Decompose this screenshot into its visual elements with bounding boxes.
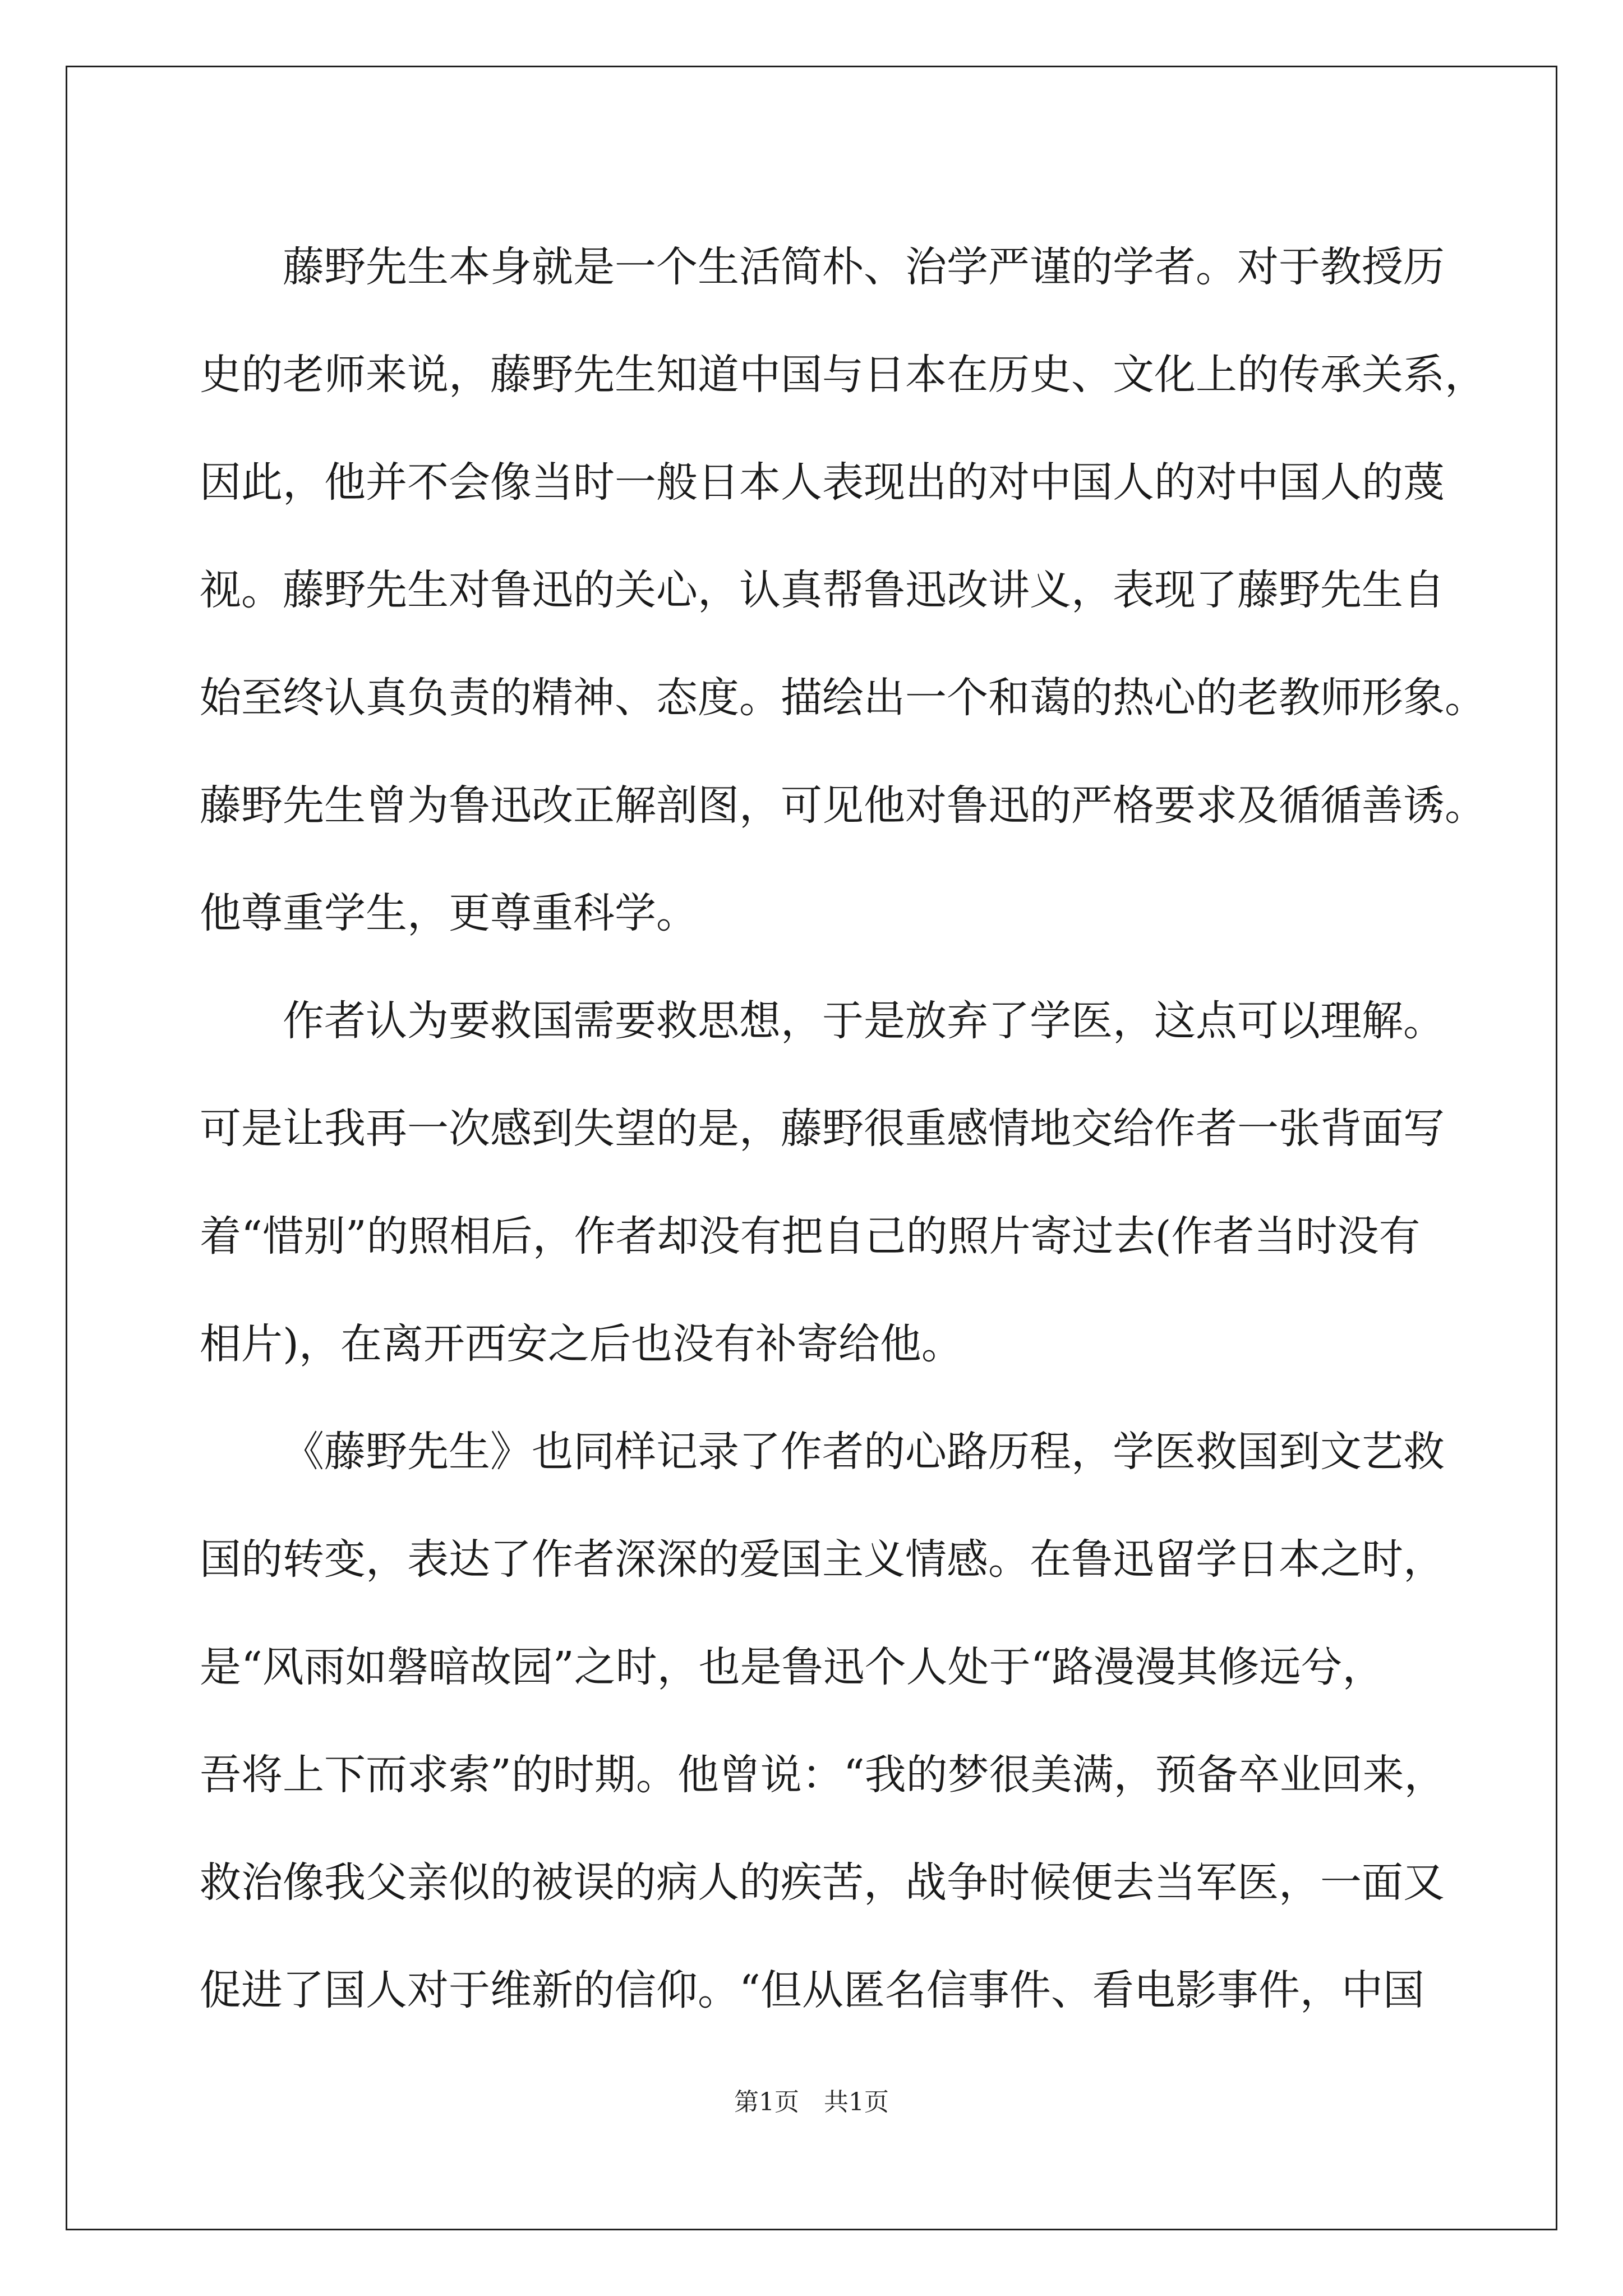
page-footer	[0, 2086, 1623, 2119]
text-line: 相片)，在离开西安之后也没有补寄给他。	[200, 1320, 963, 1368]
text-line: 始至终认真负责的精神、态度。描绘出一个和蔼的热心的老教师形象。	[200, 674, 1486, 722]
text-line: 是“风雨如磐暗故园”之时，也是鲁迅个人处于“路漫漫其修远兮，	[200, 1643, 1384, 1691]
text-line: 国的转变，表达了作者深深的爱国主义情感。在鲁迅留学日本之时，	[200, 1535, 1445, 1584]
text-line: 救治像我父亲似的被误的病人的疾苦，战争时候便去当军医，一面又	[200, 1858, 1445, 1907]
text-line: 作者认为要救国需要救思想，于是放弃了学医，这点可以理解。	[283, 997, 1445, 1045]
text-line: 视。藤野先生对鲁迅的关心，认真帮鲁迅改讲义，表现了藤野先生自	[200, 566, 1445, 614]
document-body	[200, 213, 1486, 2044]
text-line: 《藤野先生》也同样记录了作者的心路历程，学医救国到文艺救	[283, 1428, 1445, 1476]
page-number: 第1页	[734, 2088, 799, 2116]
text-line: 着“惜别”的照相后，作者却没有把自己的照片寄过去(作者当时没有	[200, 1212, 1421, 1260]
text-line: 史的老师来说，藤野先生知道中国与日本在历史、文化上的传承关系，	[200, 351, 1486, 399]
text-line: 因此，他并不会像当时一般日本人表现出的对中国人的对中国人的蔑	[200, 458, 1445, 507]
text-line: 藤野先生本身就是一个生活简朴、治学严谨的学者。对于教授历	[283, 243, 1445, 291]
text-line: 吾将上下而求索”的时期。他曾说：“我的梦很美满，预备卒业回来，	[200, 1751, 1446, 1799]
text-line: 藤野先生曾为鲁迅改正解剖图，可见他对鲁迅的严格要求及循循善诱。	[200, 781, 1486, 830]
text-line: 促进了国人对于维新的信仰。“但从匿名信事件、看电影事件，中国	[200, 1966, 1424, 2014]
text-line: 他尊重学生，更尊重科学。	[200, 889, 698, 937]
page-total: 共1页	[824, 2088, 889, 2116]
text-line: 可是让我再一次感到失望的是，藤野很重感情地交给作者一张背面写	[200, 1105, 1445, 1153]
